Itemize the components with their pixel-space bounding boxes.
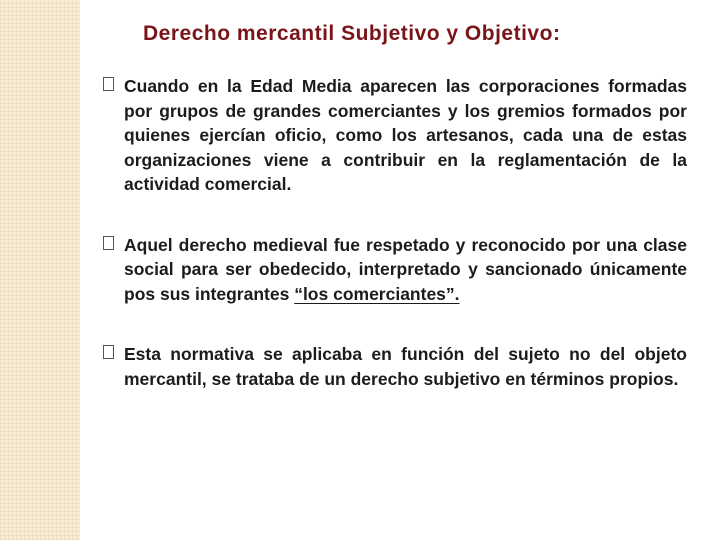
bullet-text: Cuando en la Edad Media aparecen las corporaciones formadas por grupos de grandes comerciantes y los gremios formados por quienes ejercían oficio, como los artesanos, cada una de estas organizaciones viene a contribuir en la reglamentación de la actividad comercial. (124, 76, 687, 194)
bullet-text (124, 233, 687, 307)
bullet-item-1 (103, 74, 687, 197)
slide-title: Derecho mercantil Subjetivo y Objetivo: (143, 22, 561, 45)
bullet-list (103, 74, 687, 427)
square-bullet-icon (103, 77, 114, 91)
square-bullet-icon (103, 345, 114, 359)
bullet-text-main: Aquel derecho medieval fue respetado y reconocido por una clase social para ser obedecido, interpretado y sancionado únicamente pos sus integrantes (124, 234, 687, 304)
square-bullet-icon (103, 236, 114, 250)
bullet-item-3 (103, 342, 687, 391)
bullet-item-2 (103, 233, 687, 307)
decorative-side-strip (0, 0, 80, 540)
bullet-text-quoted: “los comerciantes”. (294, 283, 460, 304)
bullet-text: Esta normativa se aplicaba en función del sujeto no del objeto mercantil, se trataba de un derecho subjetivo en términos propios. (124, 344, 687, 389)
